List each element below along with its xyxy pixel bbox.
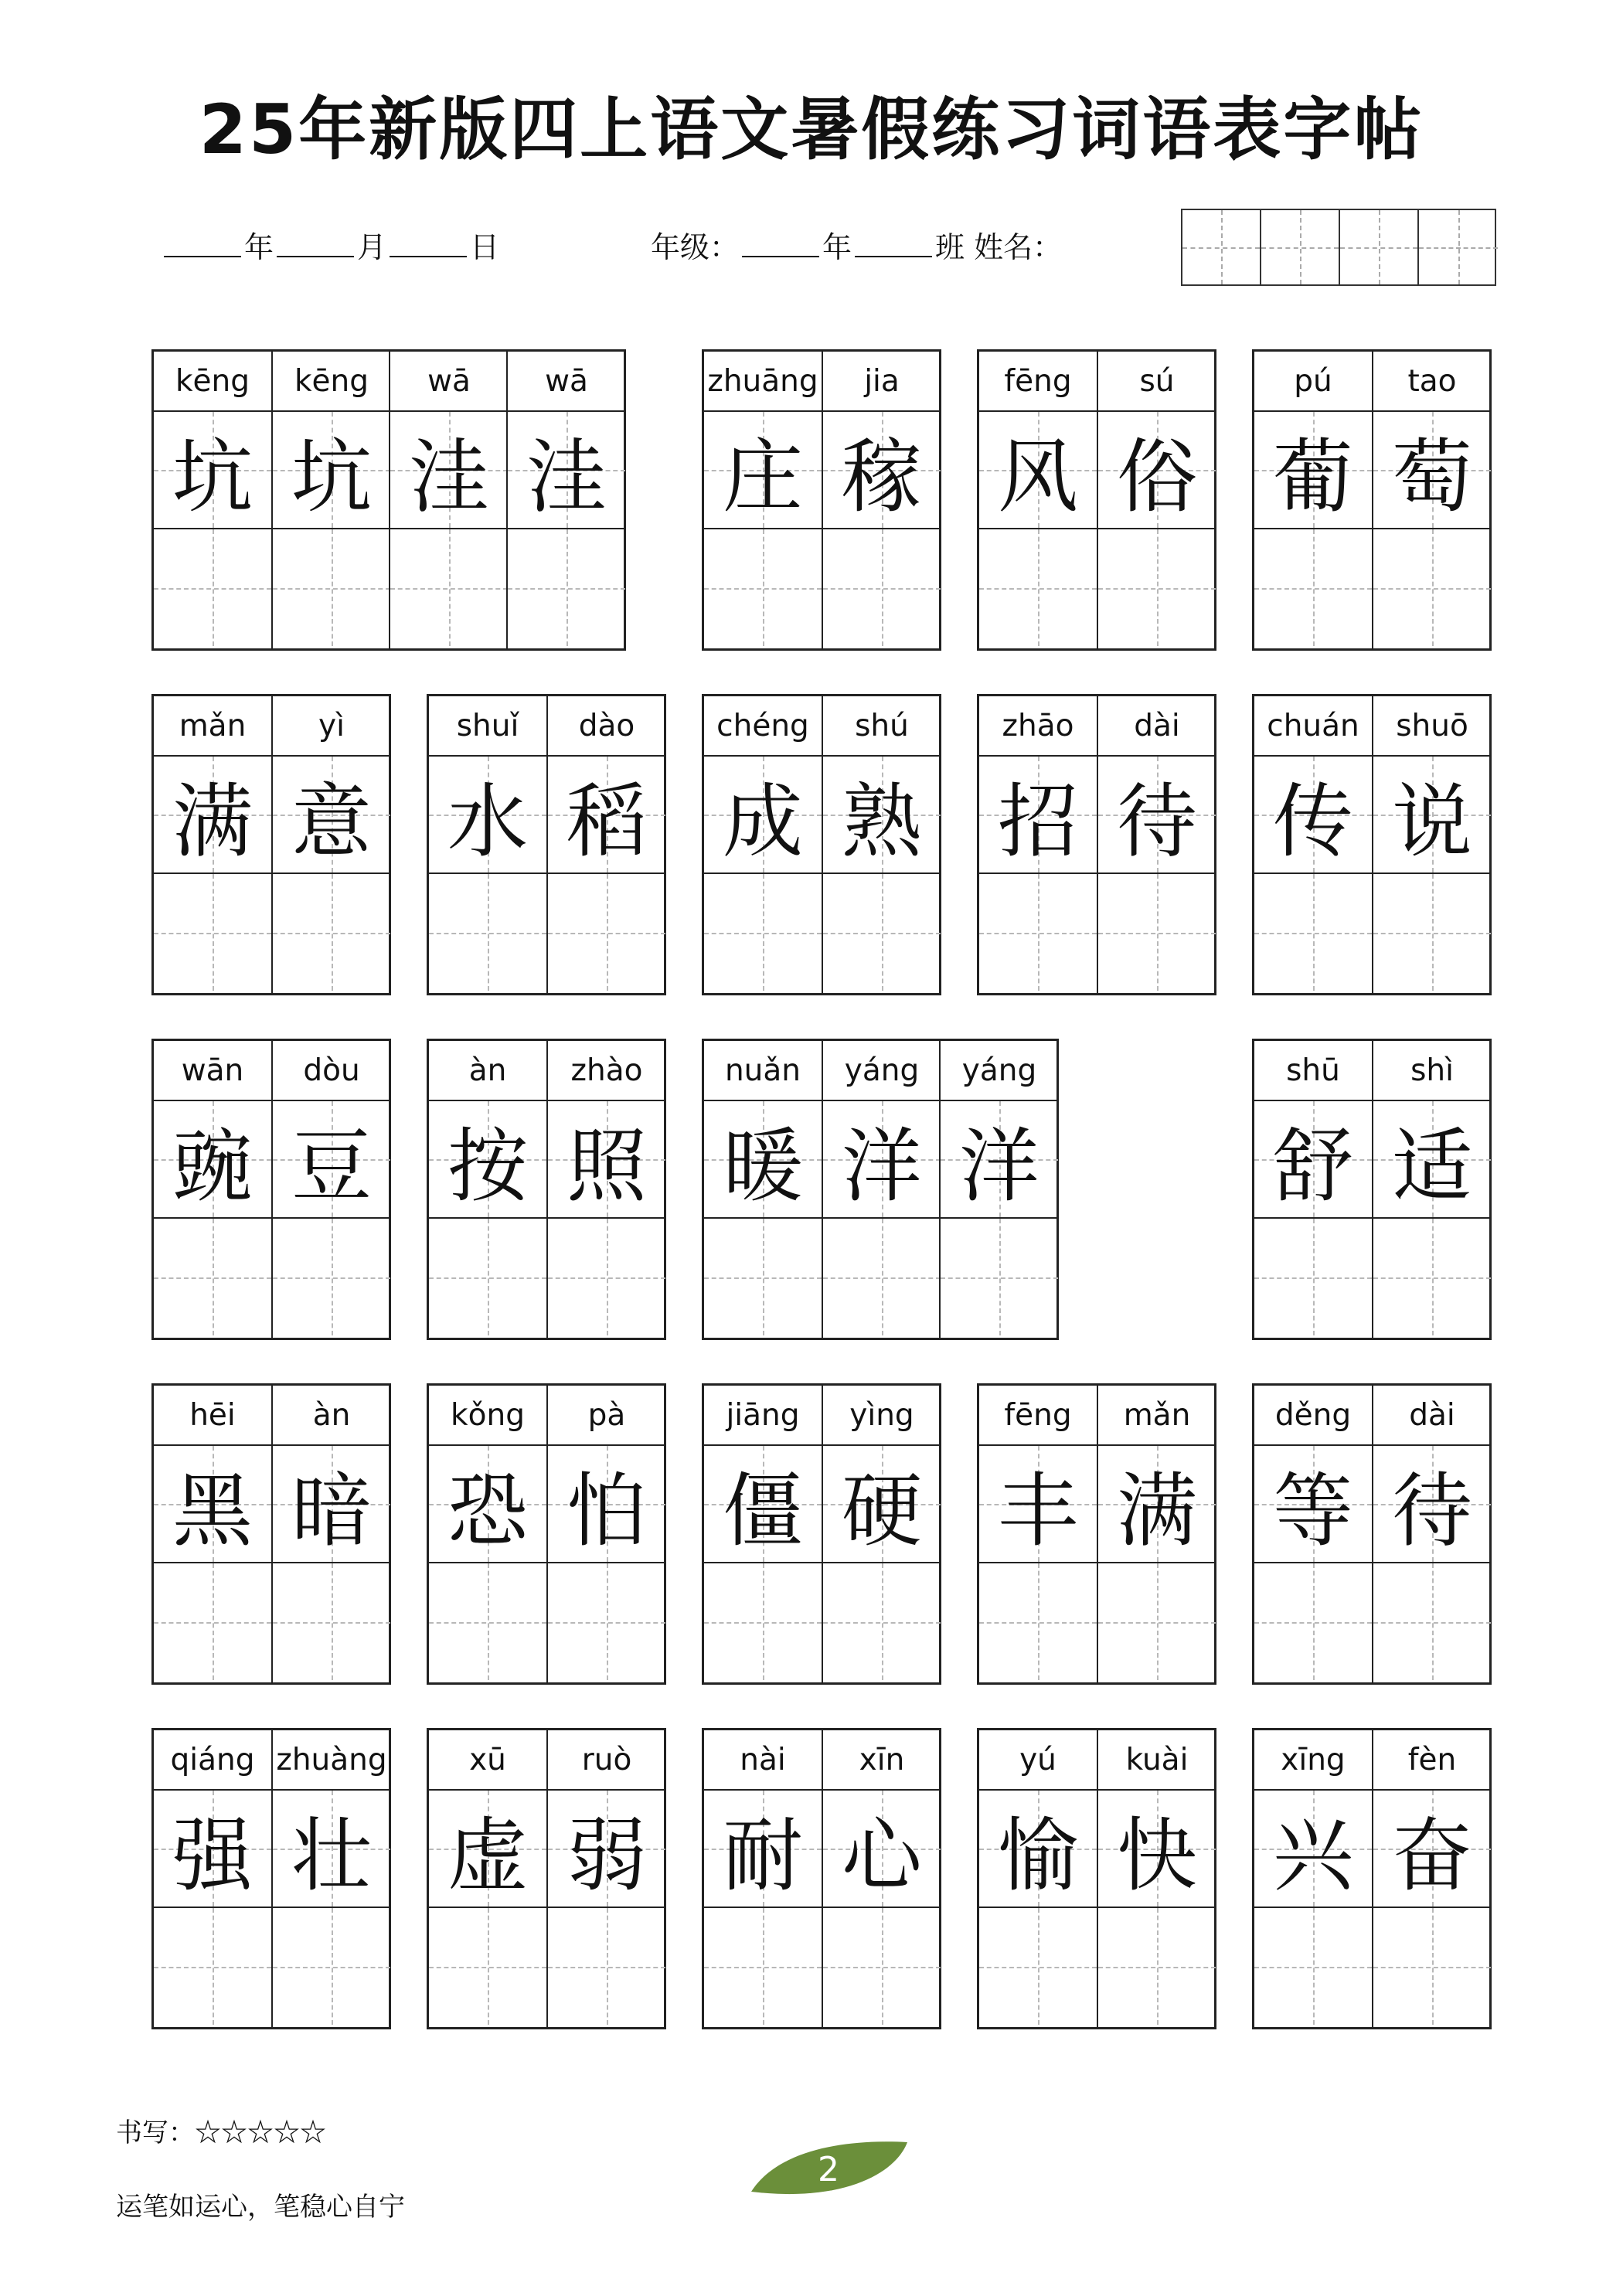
character-cell xyxy=(154,757,271,874)
word-group xyxy=(702,349,941,651)
practice-cell[interactable] xyxy=(273,874,390,991)
char-column xyxy=(1097,696,1216,993)
character-cell xyxy=(548,757,665,874)
character-cell xyxy=(1254,1101,1372,1219)
character-cell xyxy=(979,757,1097,874)
char-column xyxy=(154,352,271,648)
char-column xyxy=(1254,352,1372,648)
character: 壮 xyxy=(291,1808,372,1903)
char-column xyxy=(546,1386,665,1682)
pinyin-cell: děng xyxy=(1254,1386,1372,1446)
character: 待 xyxy=(1116,774,1197,869)
character: 待 xyxy=(1391,1464,1472,1558)
char-column xyxy=(154,1730,271,2027)
word-group xyxy=(977,694,1216,995)
practice-cell[interactable] xyxy=(704,1219,822,1335)
practice-cell[interactable] xyxy=(1254,874,1372,991)
character-cell xyxy=(429,1446,546,1563)
char-column xyxy=(1372,1041,1491,1338)
character: 僵 xyxy=(722,1464,803,1558)
char-column xyxy=(546,1041,665,1338)
word-group xyxy=(427,694,666,995)
practice-cell[interactable] xyxy=(154,1908,271,2025)
char-column xyxy=(704,696,822,993)
month-label: 月 xyxy=(357,230,387,264)
motto: 运笔如运心，笔稳心自宁 xyxy=(116,2192,405,2223)
character: 硬 xyxy=(841,1464,922,1558)
grade-label: 年级： xyxy=(651,230,740,264)
pinyin-cell: nuǎn xyxy=(704,1041,822,1101)
char-column xyxy=(429,1041,546,1338)
character: 坑 xyxy=(172,430,253,524)
practice-cell[interactable] xyxy=(1254,1908,1372,2025)
character: 说 xyxy=(1391,774,1472,869)
name-writing-box[interactable] xyxy=(1181,209,1496,286)
character: 暗 xyxy=(291,1464,372,1558)
pinyin-cell: qiáng xyxy=(154,1730,271,1791)
character-cell xyxy=(154,1101,271,1219)
character-cell xyxy=(273,1446,390,1563)
character: 奋 xyxy=(1391,1808,1472,1903)
pinyin-cell: dài xyxy=(1373,1386,1491,1446)
pinyin-cell: wā xyxy=(508,352,625,412)
grade-blank[interactable] xyxy=(742,225,819,257)
character: 萄 xyxy=(1391,430,1472,524)
word-group xyxy=(427,1039,666,1340)
pinyin-cell: zhāo xyxy=(979,696,1097,757)
char-column xyxy=(1254,1730,1372,2027)
pinyin-cell: yáng xyxy=(823,1041,941,1101)
character: 照 xyxy=(566,1119,647,1213)
practice-cell[interactable] xyxy=(823,874,941,991)
word-group xyxy=(427,1383,666,1685)
character-cell xyxy=(1098,1446,1216,1563)
char-column xyxy=(154,696,271,993)
character-cell xyxy=(941,1101,1058,1219)
word-group xyxy=(151,694,391,995)
practice-cell[interactable] xyxy=(273,529,390,646)
char-column xyxy=(1254,696,1372,993)
char-column xyxy=(704,1041,822,1338)
pinyin-cell: jiāng xyxy=(704,1386,822,1446)
character-cell xyxy=(1098,757,1216,874)
practice-cell[interactable] xyxy=(823,1563,941,1680)
word-group xyxy=(1252,1728,1492,2029)
char-column xyxy=(822,696,941,993)
pinyin-cell: pú xyxy=(1254,352,1372,412)
pinyin-cell: kuài xyxy=(1098,1730,1216,1791)
pinyin-cell: xīn xyxy=(823,1730,941,1791)
practice-cell[interactable] xyxy=(154,874,271,991)
pinyin-cell: mǎn xyxy=(154,696,271,757)
practice-cell[interactable] xyxy=(508,529,625,646)
practice-cell[interactable] xyxy=(154,529,271,646)
character: 坑 xyxy=(291,430,372,524)
practice-cell[interactable] xyxy=(390,529,508,646)
character: 熟 xyxy=(841,774,922,869)
character-cell xyxy=(1098,412,1216,529)
character: 满 xyxy=(172,774,253,869)
pinyin-cell: sú xyxy=(1098,352,1216,412)
practice-cell[interactable] xyxy=(1373,529,1491,646)
practice-cell[interactable] xyxy=(823,1219,941,1335)
character: 愉 xyxy=(997,1808,1078,1903)
character: 俗 xyxy=(1116,430,1197,524)
char-column xyxy=(429,696,546,993)
char-column xyxy=(979,352,1097,648)
character-cell xyxy=(823,1446,941,1563)
word-group xyxy=(977,1383,1216,1685)
practice-cell[interactable] xyxy=(1373,874,1491,991)
character-cell xyxy=(704,412,822,529)
char-column xyxy=(1097,1730,1216,2027)
char-column xyxy=(154,1041,271,1338)
page-title: 25年新版四上语文暑假练习词语表字帖 xyxy=(199,90,1424,169)
char-column xyxy=(822,1386,941,1682)
char-column xyxy=(1372,352,1491,648)
character: 按 xyxy=(447,1119,528,1213)
practice-cell[interactable] xyxy=(979,1908,1097,2025)
practice-cell[interactable] xyxy=(154,1219,271,1335)
character: 满 xyxy=(1116,1464,1197,1558)
word-group xyxy=(1252,349,1492,651)
word-group xyxy=(1252,1383,1492,1685)
character: 强 xyxy=(172,1808,253,1903)
practice-cell[interactable] xyxy=(548,1908,665,2025)
character-cell xyxy=(1254,1446,1372,1563)
character-cell xyxy=(548,1446,665,1563)
practice-cell[interactable] xyxy=(1098,874,1216,991)
pinyin-cell: yìng xyxy=(823,1386,941,1446)
practice-cell[interactable] xyxy=(1373,1219,1491,1335)
character: 豆 xyxy=(291,1119,372,1213)
character: 暖 xyxy=(722,1119,803,1213)
char-column xyxy=(1372,1386,1491,1682)
character-cell xyxy=(1254,1791,1372,1908)
pinyin-cell: kǒng xyxy=(429,1386,546,1446)
practice-cell[interactable] xyxy=(1098,1908,1216,2025)
pinyin-cell: chéng xyxy=(704,696,822,757)
day-label: 日 xyxy=(470,230,500,264)
character-cell xyxy=(979,412,1097,529)
word-group xyxy=(1252,1039,1492,1340)
practice-cell[interactable] xyxy=(429,1219,546,1335)
practice-cell[interactable] xyxy=(429,874,546,991)
char-column xyxy=(1372,1730,1491,2027)
character-cell xyxy=(548,1101,665,1219)
char-column xyxy=(271,1730,390,2027)
char-column xyxy=(979,1730,1097,2027)
word-group xyxy=(977,349,1216,651)
pinyin-cell: yáng xyxy=(941,1041,1058,1101)
practice-cell[interactable] xyxy=(823,1908,941,2025)
day-blank[interactable] xyxy=(390,225,467,257)
char-column xyxy=(154,1386,271,1682)
practice-cell[interactable] xyxy=(941,1219,1058,1335)
character: 快 xyxy=(1116,1808,1197,1903)
char-column xyxy=(979,696,1097,993)
practice-cell[interactable] xyxy=(979,1563,1097,1680)
word-group xyxy=(151,349,626,651)
character: 洋 xyxy=(841,1119,922,1213)
pinyin-cell: shū xyxy=(1254,1041,1372,1101)
pinyin-cell: shuǐ xyxy=(429,696,546,757)
character-cell xyxy=(1254,757,1372,874)
character-cell xyxy=(1098,1791,1216,1908)
char-column xyxy=(1097,352,1216,648)
character: 耐 xyxy=(722,1808,803,1903)
year-label: 年 xyxy=(244,230,274,264)
practice-cell[interactable] xyxy=(1098,1563,1216,1680)
character: 洼 xyxy=(408,430,489,524)
character-cell xyxy=(823,412,941,529)
pinyin-cell: fēng xyxy=(979,352,1097,412)
character: 庄 xyxy=(722,430,803,524)
practice-cell[interactable] xyxy=(979,874,1097,991)
char-column xyxy=(822,352,941,648)
character: 招 xyxy=(997,774,1078,869)
char-column xyxy=(1372,696,1491,993)
practice-cell[interactable] xyxy=(704,529,822,646)
character-cell xyxy=(1373,1791,1491,1908)
character: 黑 xyxy=(172,1464,253,1558)
char-column xyxy=(979,1386,1097,1682)
pinyin-cell: yì xyxy=(273,696,390,757)
char-column xyxy=(546,696,665,993)
pinyin-cell: tao xyxy=(1373,352,1491,412)
character-cell xyxy=(704,1101,822,1219)
pinyin-cell: wā xyxy=(390,352,508,412)
char-column xyxy=(1254,1386,1372,1682)
character-cell xyxy=(390,412,508,529)
pinyin-cell: wān xyxy=(154,1041,271,1101)
character-cell xyxy=(704,757,822,874)
pinyin-cell: hēi xyxy=(154,1386,271,1446)
char-column xyxy=(271,696,390,993)
character-cell xyxy=(823,757,941,874)
char-column xyxy=(822,1041,941,1338)
char-column xyxy=(506,352,625,648)
pinyin-cell: shuō xyxy=(1373,696,1491,757)
word-group xyxy=(151,1039,391,1340)
character-cell xyxy=(273,412,390,529)
character-cell xyxy=(823,1791,941,1908)
character: 稻 xyxy=(566,774,647,869)
char-column xyxy=(822,1730,941,2027)
word-group xyxy=(702,1728,941,2029)
char-column xyxy=(429,1386,546,1682)
character-cell xyxy=(429,1791,546,1908)
character: 水 xyxy=(447,774,528,869)
year-blank[interactable] xyxy=(164,225,241,257)
character-cell xyxy=(429,1101,546,1219)
pinyin-cell: fèn xyxy=(1373,1730,1491,1791)
practice-cell[interactable] xyxy=(548,874,665,991)
pinyin-cell: shì xyxy=(1373,1041,1491,1101)
pinyin-cell: yú xyxy=(979,1730,1097,1791)
character-cell xyxy=(508,412,625,529)
rating xyxy=(116,2111,326,2149)
char-column xyxy=(939,1041,1058,1338)
practice-cell[interactable] xyxy=(429,1908,546,2025)
month-blank[interactable] xyxy=(277,225,354,257)
character: 洋 xyxy=(958,1119,1039,1213)
practice-cell[interactable] xyxy=(273,1563,390,1680)
pinyin-cell: zhuāng xyxy=(704,352,822,412)
pinyin-cell: kēng xyxy=(273,352,390,412)
character: 虚 xyxy=(447,1808,528,1903)
char-column xyxy=(389,352,508,648)
character: 兴 xyxy=(1272,1808,1353,1903)
page-number-leaf-icon xyxy=(748,2134,910,2204)
character-cell xyxy=(273,757,390,874)
character-cell xyxy=(548,1791,665,1908)
character-cell xyxy=(704,1791,822,1908)
character-cell xyxy=(273,1101,390,1219)
character: 适 xyxy=(1391,1119,1472,1213)
char-column xyxy=(704,1386,822,1682)
character: 风 xyxy=(997,430,1078,524)
char-column xyxy=(271,1041,390,1338)
char-column xyxy=(271,1386,390,1682)
class-label: 班 xyxy=(935,230,965,264)
character-cell xyxy=(154,1791,271,1908)
pinyin-cell: nài xyxy=(704,1730,822,1791)
character: 弱 xyxy=(566,1808,647,1903)
pinyin-cell: chuán xyxy=(1254,696,1372,757)
pinyin-cell: xīng xyxy=(1254,1730,1372,1791)
character-cell xyxy=(823,1101,941,1219)
char-column xyxy=(704,1730,822,2027)
character: 心 xyxy=(841,1808,922,1903)
character-cell xyxy=(1373,1101,1491,1219)
grade-year-label: 年 xyxy=(822,230,852,264)
character: 葡 xyxy=(1272,430,1353,524)
practice-cell[interactable] xyxy=(1254,529,1372,646)
character-cell xyxy=(1373,757,1491,874)
practice-cell[interactable] xyxy=(979,529,1097,646)
character: 传 xyxy=(1272,774,1353,869)
word-group xyxy=(427,1728,666,2029)
practice-cell[interactable] xyxy=(273,1908,390,2025)
character-cell xyxy=(1254,412,1372,529)
word-group xyxy=(702,1039,1059,1340)
character: 恐 xyxy=(447,1464,528,1558)
practice-cell[interactable] xyxy=(704,874,822,991)
rating-stars: ☆☆☆☆☆ xyxy=(195,2117,326,2148)
pinyin-cell: mǎn xyxy=(1098,1386,1216,1446)
char-column xyxy=(1254,1041,1372,1338)
practice-cell[interactable] xyxy=(1254,1563,1372,1680)
pinyin-cell: kēng xyxy=(154,352,271,412)
character: 稼 xyxy=(841,430,922,524)
pinyin-cell: zhuàng xyxy=(273,1730,390,1791)
word-group xyxy=(977,1728,1216,2029)
character: 意 xyxy=(291,774,372,869)
character: 豌 xyxy=(172,1119,253,1213)
pinyin-cell: dòu xyxy=(273,1041,390,1101)
practice-cell[interactable] xyxy=(823,529,941,646)
practice-cell[interactable] xyxy=(429,1563,546,1680)
character-cell xyxy=(1373,412,1491,529)
char-column xyxy=(271,352,390,648)
pinyin-cell: pà xyxy=(548,1386,665,1446)
word-group xyxy=(702,1383,941,1685)
practice-cell[interactable] xyxy=(704,1908,822,2025)
practice-cell[interactable] xyxy=(1254,1219,1372,1335)
pinyin-cell: xū xyxy=(429,1730,546,1791)
pinyin-cell: àn xyxy=(273,1386,390,1446)
character: 怕 xyxy=(566,1464,647,1558)
character: 丰 xyxy=(997,1464,1078,1558)
practice-cell[interactable] xyxy=(1373,1563,1491,1680)
character-cell xyxy=(979,1791,1097,1908)
character: 成 xyxy=(722,774,803,869)
pinyin-cell: dào xyxy=(548,696,665,757)
character-cell xyxy=(979,1446,1097,1563)
character-cell xyxy=(154,1446,271,1563)
pinyin-cell: dài xyxy=(1098,696,1216,757)
character-cell xyxy=(704,1446,822,1563)
practice-cell[interactable] xyxy=(548,1219,665,1335)
pinyin-cell: fēng xyxy=(979,1386,1097,1446)
char-column xyxy=(546,1730,665,2027)
rating-label: 书写： xyxy=(116,2117,195,2148)
practice-cell[interactable] xyxy=(154,1563,271,1680)
practice-cell[interactable] xyxy=(273,1219,390,1335)
pinyin-cell: zhào xyxy=(548,1041,665,1101)
character-cell xyxy=(273,1791,390,1908)
practice-cell[interactable] xyxy=(548,1563,665,1680)
practice-cell[interactable] xyxy=(704,1563,822,1680)
word-group xyxy=(702,694,941,995)
pinyin-cell: àn xyxy=(429,1041,546,1101)
char-column xyxy=(704,352,822,648)
pinyin-cell: ruò xyxy=(548,1730,665,1791)
name-label: 姓名： xyxy=(974,230,1063,264)
pinyin-cell: shú xyxy=(823,696,941,757)
character: 舒 xyxy=(1272,1119,1353,1213)
character-cell xyxy=(1373,1446,1491,1563)
word-group xyxy=(151,1728,391,2029)
practice-cell[interactable] xyxy=(1373,1908,1491,2025)
character: 洼 xyxy=(526,430,607,524)
char-column xyxy=(429,1730,546,2027)
page-number: 2 xyxy=(818,2150,839,2189)
practice-cell[interactable] xyxy=(1098,529,1216,646)
word-group xyxy=(151,1383,391,1685)
class-blank[interactable] xyxy=(855,225,932,257)
character: 等 xyxy=(1272,1464,1353,1558)
word-group xyxy=(1252,694,1492,995)
pinyin-cell: jia xyxy=(823,352,941,412)
char-column xyxy=(1097,1386,1216,1682)
character-cell xyxy=(154,412,271,529)
character-cell xyxy=(429,757,546,874)
